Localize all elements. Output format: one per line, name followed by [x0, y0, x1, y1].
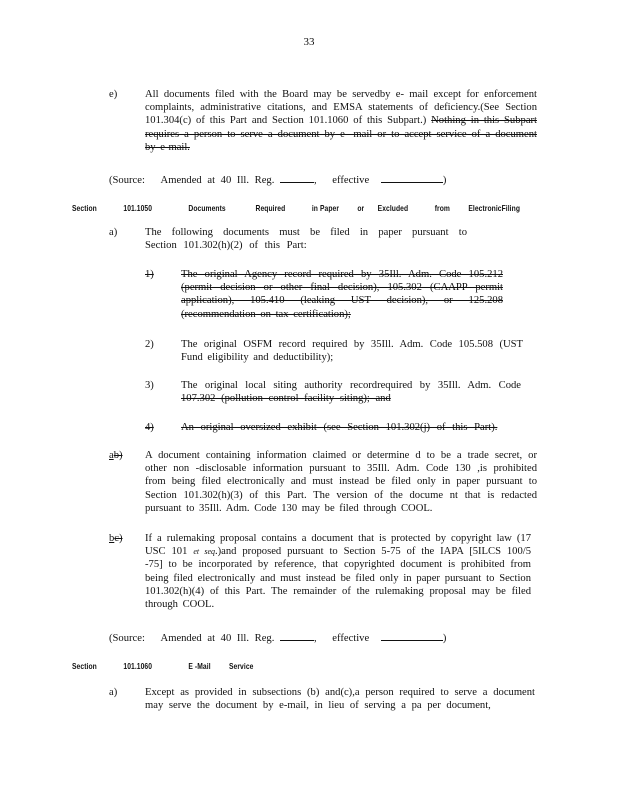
item-3-marker: 3) [145, 380, 154, 391]
effective-blank [381, 630, 443, 641]
section-title-word: in Paper [311, 204, 340, 213]
item-3-struck-text: 107.302 (pollution control facility siting); and [181, 393, 391, 405]
page-number: 33 [303, 36, 315, 48]
para-a-1050: The following documents must be filed in paper pursuant to Section 101.302(h)(2) of this Part: [145, 227, 467, 252]
item-3 [181, 379, 521, 405]
source-label: (Source: [109, 633, 145, 644]
marker-old-letter: b [113, 450, 119, 461]
section-title-word: from [434, 204, 450, 213]
section-1060-heading [72, 660, 268, 673]
marker-new-letter: a [109, 450, 114, 461]
source-note-1: (Source: Amended at 40 Ill. Reg. , effective ) [109, 172, 446, 187]
section-title-word: Excluded [377, 204, 409, 213]
source-label: (Source: [109, 175, 145, 186]
item-2-marker: 2) [145, 339, 154, 350]
reg-blank [280, 630, 314, 641]
para-bc-text-start: If a rulemaking proposal contains a document that is protected by copyright law (17 USC 101 [145, 533, 531, 558]
effective-blank [381, 172, 443, 183]
source-close: ) [442, 175, 447, 186]
para-ab-marker [109, 449, 123, 462]
section-number: 101.1050 [123, 204, 153, 213]
para-bc-marker [109, 532, 123, 545]
item-1-marker: 1) [145, 269, 154, 280]
section-title-word: E -Mail [188, 662, 211, 671]
source-close: ) [442, 633, 447, 644]
section-word: Section [72, 204, 97, 213]
section-title-word: Service [228, 662, 254, 671]
item-3-text: The original local siting authority recordrequired by 35Ill. Adm. Code [181, 380, 521, 391]
marker-old-letter: c [114, 533, 119, 544]
para-a-1060-marker: a) [109, 687, 118, 698]
para-a-1050-marker: a) [109, 227, 118, 238]
source-effective: effective [332, 633, 370, 644]
section-1050-heading [72, 202, 535, 215]
para-bc [145, 532, 531, 611]
et-seq: et seq [193, 547, 215, 557]
section-title-word: Documents [188, 204, 226, 213]
section-number: 101.1060 [123, 662, 153, 671]
para-bc-text-end: .)and proposed pursuant to Section 5-75 of the IAPA [5ILCS 100/5 -75] to be incorporated by reference, that copyrighted document is prohibited from being filed electronically and must instead be filed only in paper pursuant to Section 101.302(h)(4) of this Part. The remainder of the rulemaking proposal may be filed through COOL. [145, 546, 532, 611]
item-4: An original oversized exhibit (see Section 101.302(j) of this Part). [181, 422, 498, 433]
marker-paren: ) [119, 533, 123, 544]
marker-new-letter: b [109, 533, 115, 544]
source-amended: Amended at 40 Ill. Reg. [160, 175, 275, 186]
reg-blank [280, 172, 314, 183]
para-e-marker: e) [109, 89, 118, 100]
item-4-marker: 4) [145, 422, 154, 433]
para-a-1060: Except as provided in subsections (b) and(c),a person required to serve a document may serve the document by e-mail, in lieu of serving a pa per document, [145, 687, 535, 712]
section-word: Section [72, 662, 97, 671]
section-title-word: Required [255, 204, 286, 213]
item-1: The original Agency record required by 35Ill. Adm. Code 105.212 (permit decision or other final decision), 105.302 (CAAPP permit application), 105.410 (leaking UST decision), or 125.208 (recommendation on tax certification); [181, 269, 503, 320]
source-amended: Amended at 40 Ill. Reg. [160, 633, 275, 644]
para-e [145, 88, 537, 154]
item-2: The original OSFM record required by 35Ill. Adm. Code 105.508 (UST Fund eligibility and deductibility); [181, 339, 523, 364]
section-title-word: ElectronicFiling [468, 204, 521, 213]
marker-paren: ) [119, 450, 123, 461]
source-note-2: (Source: Amended at 40 Ill. Reg. , effective ) [109, 630, 446, 645]
para-ab: A document containing information claimed or determine d to be a trade secret, or other non -disclosable information pursuant to 35Ill. Adm. Code 130 ,is prohibited from being filed electronically and must instead be filed only in paper pursuant to Section 101.302(h)(3) of this Part. The version of the docume nt that is redacted pursuant to 35Ill. Adm. Code 130 may be filed through COOL. [145, 450, 537, 514]
section-title-word: or [357, 204, 365, 213]
source-effective: effective [332, 175, 370, 186]
para-e-struck-text: Nothing in this Subpart requires a person to serve a document by e- mail or to accept service of a document by e-mail. [145, 115, 537, 153]
para-e-text: All documents filed with the Board may be servedby e- mail except for enforcement complaints, administrative citations, and EMSA statements of deficiency.(See Section 101.304(c) of this Part and Section 101.1060 of this Subpart.) [145, 89, 537, 127]
